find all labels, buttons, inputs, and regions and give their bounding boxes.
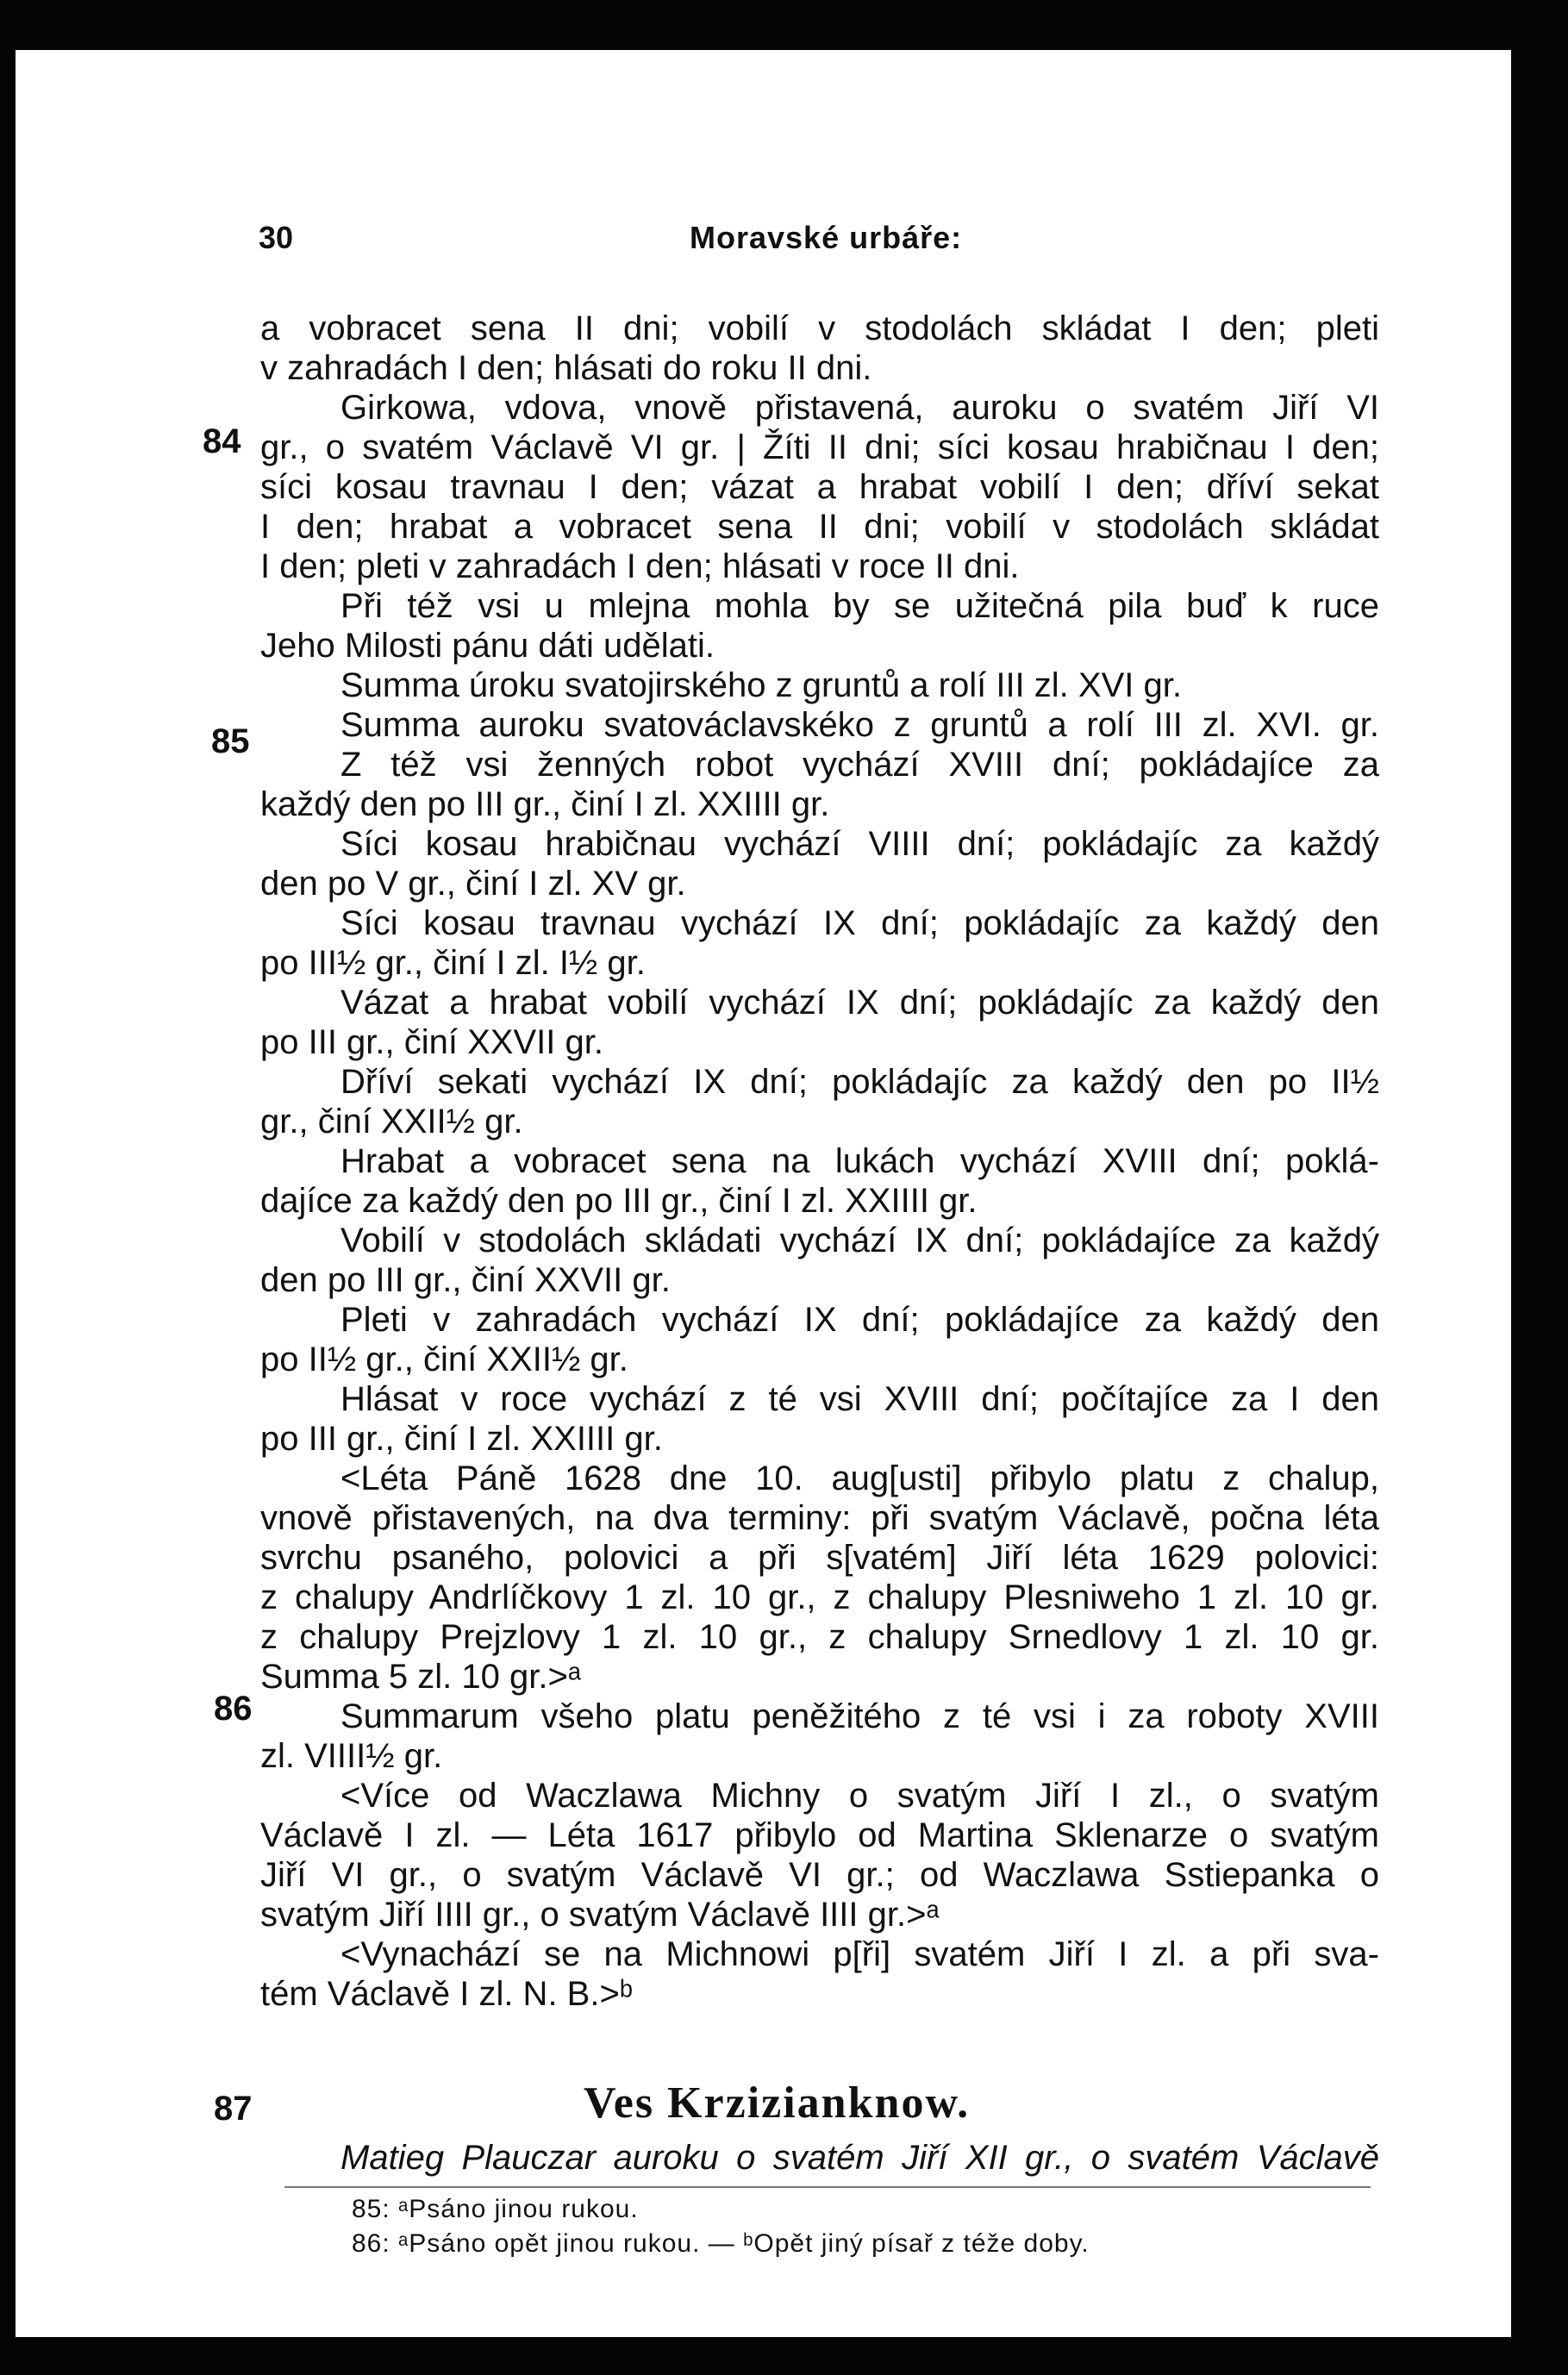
text-line: Vobilí v stodolách skládati vychází IX dní; pokládajíce za každý — [340, 1222, 1379, 1259]
text-line: Summarum všeho platu peněžitého z té vsi i za roboty XVIII — [340, 1697, 1379, 1735]
scan-border-right — [1511, 0, 1568, 2375]
text-line: Summa 5 zl. 10 gr.>ᵃ — [260, 1658, 581, 1696]
text-line: I den; pleti v zahradách I den; hlásati v roce II dni. — [260, 547, 1020, 585]
footnote: 86: ᵃPsáno opět jinou rukou. — ᵇOpět jiný písař z téže doby. — [352, 2229, 1090, 2258]
footnote: 85: ᵃPsáno jinou rukou. — [352, 2195, 639, 2223]
text-line: <Více od Waczlawa Michny o svatým Jiří I zl., o svatým — [340, 1777, 1379, 1815]
text-line: po III gr., činí XXVII gr. — [260, 1023, 603, 1061]
text-line: Pleti v zahradách vychází IX dní; pokládajíce za každý den — [340, 1301, 1379, 1339]
text-line: tém Václavě I zl. N. B.>ᵇ — [260, 1975, 633, 2013]
text-line: po III½ gr., činí I zl. I½ gr. — [260, 944, 646, 982]
text-line: po III gr., činí I zl. XXIIII gr. — [260, 1420, 663, 1458]
text-line: Matieg Plauczar auroku o svatém Jiří XII gr., o svatém Václavě — [340, 2139, 1379, 2177]
text-line: svrchu psaného, polovici a při s[vatém] Jiří léta 1629 polovici: — [260, 1539, 1379, 1577]
text-line: den po V gr., činí I zl. XV gr. — [260, 865, 686, 903]
text-line: zl. VIIII½ gr. — [260, 1737, 443, 1775]
section-heading: Ves Krzizianknow. — [584, 2078, 971, 2128]
text-line: z chalupy Andrlíčkovy 1 zl. 10 gr., z chalupy Plesniweho 1 zl. 10 gr. — [260, 1578, 1379, 1616]
margin-number: 87 — [214, 2090, 253, 2128]
text-line: Dříví sekati vychází IX dní; pokládajíc za každý den po II½ — [340, 1063, 1379, 1101]
text-line: Václavě I zl. — Léta 1617 přibylo od Martina Sklenarze o svatým — [260, 1816, 1379, 1854]
text-line: po II½ gr., činí XXII½ gr. — [260, 1341, 628, 1378]
text-line: gr., o svatém Václavě VI gr. | Žíti II dni; síci kosau hrabičnau I den; — [260, 428, 1379, 466]
text-line: Při též vsi u mlejna mohla by se užitečná pila buď k ruce — [340, 587, 1379, 625]
text-line: Vázat a hrabat vobilí vychází IX dní; pokládajíc za každý den — [340, 984, 1379, 1022]
margin-number: 86 — [214, 1690, 253, 1728]
text-line: a vobracet sena II dni; vobilí v stodolách skládat I den; pleti — [260, 309, 1379, 347]
text-line: síci kosau travnau I den; vázat a hrabat vobilí I den; dříví sekat — [260, 468, 1379, 506]
margin-number: 84 — [203, 422, 241, 460]
text-line: gr., činí XXII½ gr. — [260, 1103, 523, 1141]
text-line: dajíce za každý den po III gr., činí I zl. XXIIII gr. — [260, 1182, 978, 1220]
margin-number: 85 — [211, 722, 250, 760]
text-line: Summa úroku svatojirského z gruntů a rolí III zl. XVI gr. — [340, 666, 1182, 704]
text-line: Z též vsi ženných robot vychází XVIII dní; pokládajíce za — [340, 746, 1379, 784]
text-line: Hrabat a vobracet sena na lukách vychází XVIII dní; poklá- — [340, 1142, 1379, 1180]
text-line: Jeho Milosti pánu dáti udělati. — [260, 627, 715, 665]
text-line: každý den po III gr., činí I zl. XXIIII gr. — [260, 785, 830, 823]
scan-border-left — [0, 0, 16, 2375]
footnote-rule — [284, 2186, 1371, 2188]
scan-border-top — [0, 0, 1568, 50]
text-line: Girkowa, vdova, vnově přistavená, auroku o svatém Jiří VI — [340, 389, 1379, 427]
text-line: Hlásat v roce vychází z té vsi XVIII dní; počítajíce za I den — [340, 1380, 1379, 1418]
text-line: svatým Jiří IIII gr., o svatým Václavě IIII gr.>ᵃ — [260, 1896, 940, 1934]
text-line: z chalupy Prejzlovy 1 zl. 10 gr., z chalupy Srnedlovy 1 zl. 10 gr. — [260, 1618, 1379, 1656]
text-line: Summa auroku svatováclavskéko z gruntů a rolí III zl. XVI. gr. — [340, 706, 1379, 744]
scan-border-bottom — [0, 2337, 1568, 2375]
text-line: den po III gr., činí XXVII gr. — [260, 1261, 671, 1299]
text-line: <Vynachází se na Michnowi p[ři] svatém Jiří I zl. a při sva- — [340, 1935, 1379, 1973]
text-line: I den; hrabat a vobracet sena II dni; vobilí v stodolách skládat — [260, 508, 1379, 546]
text-line: Síci kosau travnau vychází IX dní; pokládajíc za každý den — [340, 904, 1379, 942]
text-line: vnově přistavených, na dva terminy: při svatým Václavě, počna léta — [260, 1499, 1379, 1537]
text-line: <Léta Páně 1628 dne 10. aug[usti] přibylo platu z chalup, — [340, 1459, 1379, 1497]
page-number: 30 — [259, 220, 294, 255]
text-line: Síci kosau hrabičnau vychází VIIII dní; pokládajíc za každý — [340, 825, 1379, 863]
text-line: v zahradách I den; hlásati do roku II dni. — [260, 349, 872, 387]
text-line: Jiří VI gr., o svatým Václavě VI gr.; od Waczlawa Sstiepanka o — [260, 1856, 1379, 1894]
running-title: Moravské urbáře: — [690, 220, 963, 255]
